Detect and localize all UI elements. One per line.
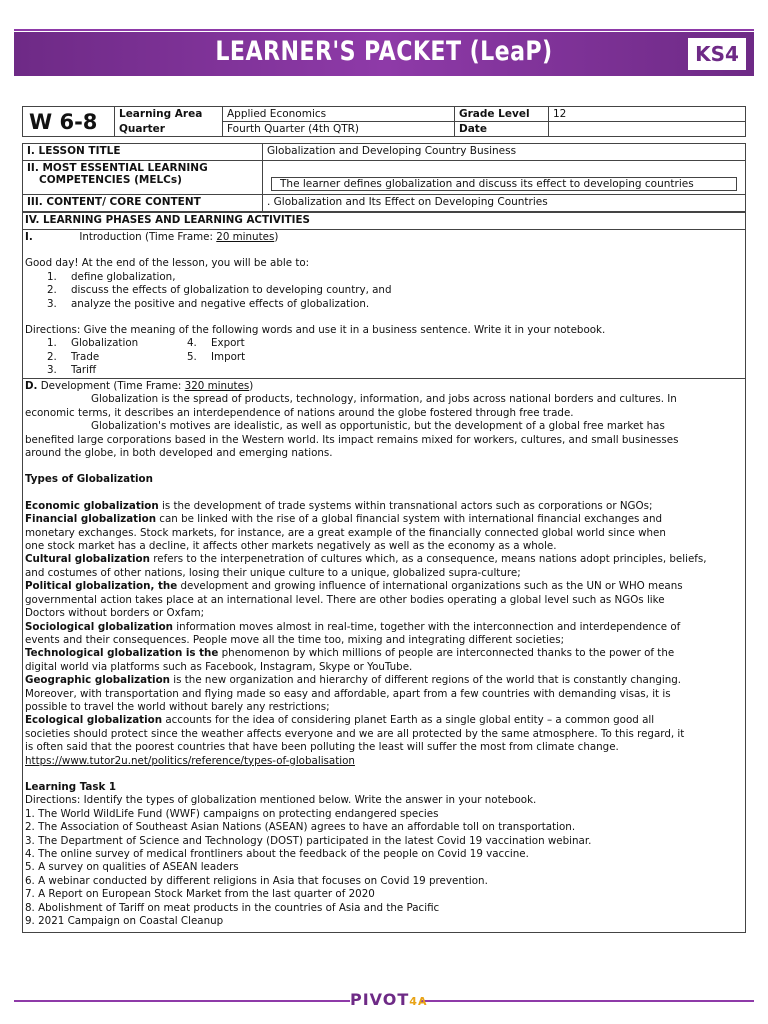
type-cultural-line2: and costumes of other nations, losing their unique culture to a unique, globalized supra-culture; (25, 566, 521, 579)
learning-area-value: Applied Economics (223, 107, 455, 122)
info-table (22, 106, 746, 137)
core-content-label: III. CONTENT/ CORE CONTENT (23, 195, 263, 212)
dev-para2a: Globalization's motives are idealistic, as well as opportunistic, but the development of a global free market has (91, 420, 665, 433)
development-section (22, 378, 746, 933)
type-ecological-line2: societies should protect since the weather affects everyone and we are all protected by the same atmosphere. To this regard, it (25, 727, 685, 740)
date-value (549, 122, 746, 137)
source-link[interactable]: https://www.tutor2u.net/politics/reference/types-of-globalisation (25, 754, 355, 767)
dev-para1a: Globalization is the spread of products, technology, information, and jobs across national borders and cultures. In (91, 393, 677, 406)
ks-badge: KS4 (688, 38, 746, 70)
type-cultural: Cultural globalization refers to the interpenetration of cultures which, as a consequence, means nations adopt principles, beliefs, (25, 553, 707, 566)
list-item: 2. discuss the effects of globalization to developing country, and (47, 284, 392, 297)
type-technological: Technological globalization is the phenomenon by which millions of people are interconnected thanks to the power of the (25, 647, 675, 660)
list-item: 7. A Report on European Stock Market from the last quarter of 2020 (25, 888, 375, 901)
lesson-title-value: Globalization and Developing Country Business (263, 144, 746, 161)
dev-para2b: benefited large corporations based in the Western world. Its impact remains mixed for workers, cultures, and small businesses (25, 433, 679, 446)
introduction-section (22, 229, 746, 379)
week-label: W 6-8 (23, 107, 115, 137)
list-item: 8. Abolishment of Tariff on meat products in the countries of Asia and the Pacific (25, 901, 440, 914)
types-list (25, 500, 743, 755)
type-financial-line3: one stock market has a decline, it affects other markets negatively as well as the economy as a whole. (25, 540, 557, 553)
type-ecological-line3: is often said that the poorest countries that have been polluting the least will suffer the most from climate change. (25, 741, 619, 754)
list-item: 6. A webinar conducted by different religions in Asia that focuses on Covid 19 prevention. (25, 874, 488, 887)
type-financial: Financial globalization can be linked with the rise of a global financial system with international financial exchanges and (25, 513, 663, 526)
type-sociological: Sociological globalization information moves almost in real-time, together with the interconnection and interdependence of (25, 620, 681, 633)
learning-area-label: Learning Area (115, 107, 223, 122)
type-geographic-line2: Moreover, with transportation and flying made so easy and affordable, apart from a few countries with demanding visas, it is (25, 687, 671, 700)
list-item: 1. The World WildLife Fund (WWF) campaigns on protecting endangered species (25, 807, 439, 820)
banner-top-line (14, 29, 754, 31)
dev-letter: D. (25, 380, 38, 392)
list-item: 3. The Department of Science and Technology (DOST) participated in the latest Covid 19 vaccination webinar. (25, 834, 592, 847)
list-item: 2. Trade 5. Import (47, 350, 246, 363)
intro-directions: Directions: Give the meaning of the following words and use it in a business sentence. Write it in your notebook. (25, 324, 606, 337)
intro-close: ) (274, 231, 279, 243)
task-heading: Learning Task 1 (25, 780, 117, 793)
grade-level-value: 12 (549, 107, 746, 122)
header-banner (14, 32, 754, 76)
list-item: 3. analyze the positive and negative effects of globalization. (47, 297, 370, 310)
lesson-title-label: I. LESSON TITLE (23, 144, 263, 161)
dev-time: 320 minutes (184, 380, 250, 392)
task-directions: Directions: Identify the types of globalization mentioned below. Write the answer in your notebook. (25, 794, 537, 807)
dev-para1b: economic terms, it describes an interdependence of nations around the globe fostered through free trade. (25, 406, 574, 419)
type-political-line2: governmental action takes place at an international level. There are other bodies operating a global level such as NGOs like (25, 593, 665, 606)
melc-label-line2: COMPETENCIES (MELCs) (39, 174, 182, 186)
dev-close: ) (249, 380, 254, 392)
list-item: 4. The online survey of medical frontliners about the feedback of the people on Covid 19 vaccine. (25, 848, 529, 860)
list-item: 3. Tariff (47, 364, 97, 377)
intro-label: Introduction (Time Frame: (79, 231, 213, 243)
list-item: 5. A survey on qualities of ASEAN leaders (25, 861, 239, 874)
date-label: Date (455, 122, 549, 137)
phases-heading: IV. LEARNING PHASES AND LEARNING ACTIVITIES (22, 212, 746, 230)
list-item: 2. The Association of Southeast Asian Nations (ASEAN) agrees to have an affordable toll on transportation. (25, 821, 576, 834)
type-sociological-line2: events and their consequences. People move all the time too, mixing and integrating different societies; (25, 633, 565, 646)
intro-greeting: Good day! At the end of the lesson, you will be able to: (25, 257, 310, 270)
list-item: 1. define globalization, (47, 270, 176, 283)
quarter-label: Quarter (115, 122, 223, 137)
objectives-list (25, 271, 743, 311)
melc-cell (263, 161, 746, 195)
types-heading: Types of Globalization (25, 473, 153, 486)
type-geographic: Geographic globalization is the new organization and hierarchy of different regions of the world that is constantly changing. (25, 674, 682, 687)
pivot-logo: PIVOT4A (350, 990, 420, 1012)
type-economic: Economic globalization is the development of trade systems within transnational actors such as corporations or NGOs; (25, 499, 653, 512)
type-technological-line2: digital world via platforms such as Facebook, Instagram, Skype or YouTube. (25, 660, 413, 673)
melc-label-line1: II. MOST ESSENTIAL LEARNING (27, 162, 208, 174)
dev-para2c: around the globe, in both developed and emerging nations. (25, 447, 333, 460)
words-list (25, 337, 743, 377)
core-content-value: . Globalization and Its Effect on Developing Countries (263, 195, 746, 212)
packet-title: LEARNER'S PACKET (LeaP) (215, 36, 553, 67)
dev-label: Development (Time Frame: (37, 380, 185, 392)
intro-roman: I. (25, 231, 33, 243)
type-political: Political globalization, the development and growing influence of international organizations such as the UN or WHO means (25, 580, 683, 593)
melc-value: The learner defines globalization and discuss its effect to developing countries (271, 177, 737, 191)
type-ecological: Ecological globalization accounts for the idea of considering planet Earth as a single global entity – a common good all (25, 714, 655, 727)
list-item: 9. 2021 Campaign on Coastal Cleanup (25, 915, 224, 928)
list-item: 1. Globalization 4. Export (47, 337, 245, 350)
type-geographic-line3: possible to travel the world without barely any restrictions; (25, 700, 330, 713)
quarter-value: Fourth Quarter (4th QTR) (223, 122, 455, 137)
type-financial-line2: monetary exchanges. Stock markets, for instance, are a great example of the financially connected global world since when (25, 526, 666, 539)
type-political-line3: Doctors without borders or Oxfam; (25, 607, 205, 620)
lesson-rows (22, 143, 746, 212)
intro-time: 20 minutes (216, 231, 275, 243)
task-list (25, 808, 743, 929)
melc-label (23, 161, 263, 195)
grade-level-label: Grade Level (455, 107, 549, 122)
